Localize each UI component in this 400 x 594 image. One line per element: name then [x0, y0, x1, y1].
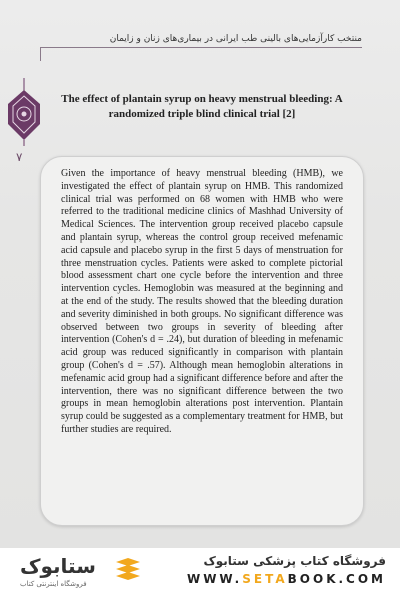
url-suffix: BOOK.COM — [287, 572, 386, 586]
url-accent: SETA — [242, 572, 288, 586]
article-title: The effect of plantain syrup on heavy menstrual bleeding: A randomized triple blind clinical trial [2] — [61, 93, 343, 120]
store-name: فروشگاه کتاب پزشکی ستابوک — [203, 554, 386, 568]
store-logo[interactable] — [6, 552, 106, 590]
running-header: منتخب کارآزمایی‌های بالینی طب ایرانی در بیماری‌های زنان و زایمان — [109, 34, 362, 44]
ornament-icon — [4, 78, 44, 146]
url-prefix: WWW. — [186, 572, 243, 586]
header-rule — [40, 47, 362, 48]
abstract-text: Given the importance of heavy menstrual bleeding (HMB), we investigated the effect of plantain syrup on HMB. This randomized clinical trial was performed on 68 women with HMB who were referred to the traditional medicine clinics of Mashhad University of Medical Sciences. The intervention group received placebo capsule and plantain syrup, whereas the control group received mefenamic acid capsule and placebo syrup in the first 5 days of menstruation for three menstruation cycles. Patients were asked to complete pictorial blood assessment chart one cycle before the intervention and three intervention cycles. Hemoglobin was measured at the beginning and at the end of the study. The results showed that the bleeding duration and severity diminished in both groups. No significant difference was observed between two groups in severity of bleeding after intervention (Cohen's d = .24), but duration of bleeding in mefenamic acid group was reduced significantly in comparison with plantain group (Cohen's d = .57). Although mean hemoglobin alterations in mefenamic acid group had a significant difference before and after the intervention, there was no significant difference between the two groups in mean hemoglobin alterations post intervention. Plantain syrup could be suggested as a complementary treatment for HMB, but further studies are required. — [61, 168, 343, 435]
book-stack-icon — [112, 554, 144, 586]
logo-text: ستابوک — [20, 554, 96, 578]
page-number: ۷ — [16, 150, 23, 164]
logo-subtitle: فروشگاه اینترنتی کتاب — [20, 580, 87, 588]
header-rule-tick — [40, 47, 41, 61]
store-url[interactable] — [187, 572, 386, 586]
store-footer — [0, 548, 400, 594]
